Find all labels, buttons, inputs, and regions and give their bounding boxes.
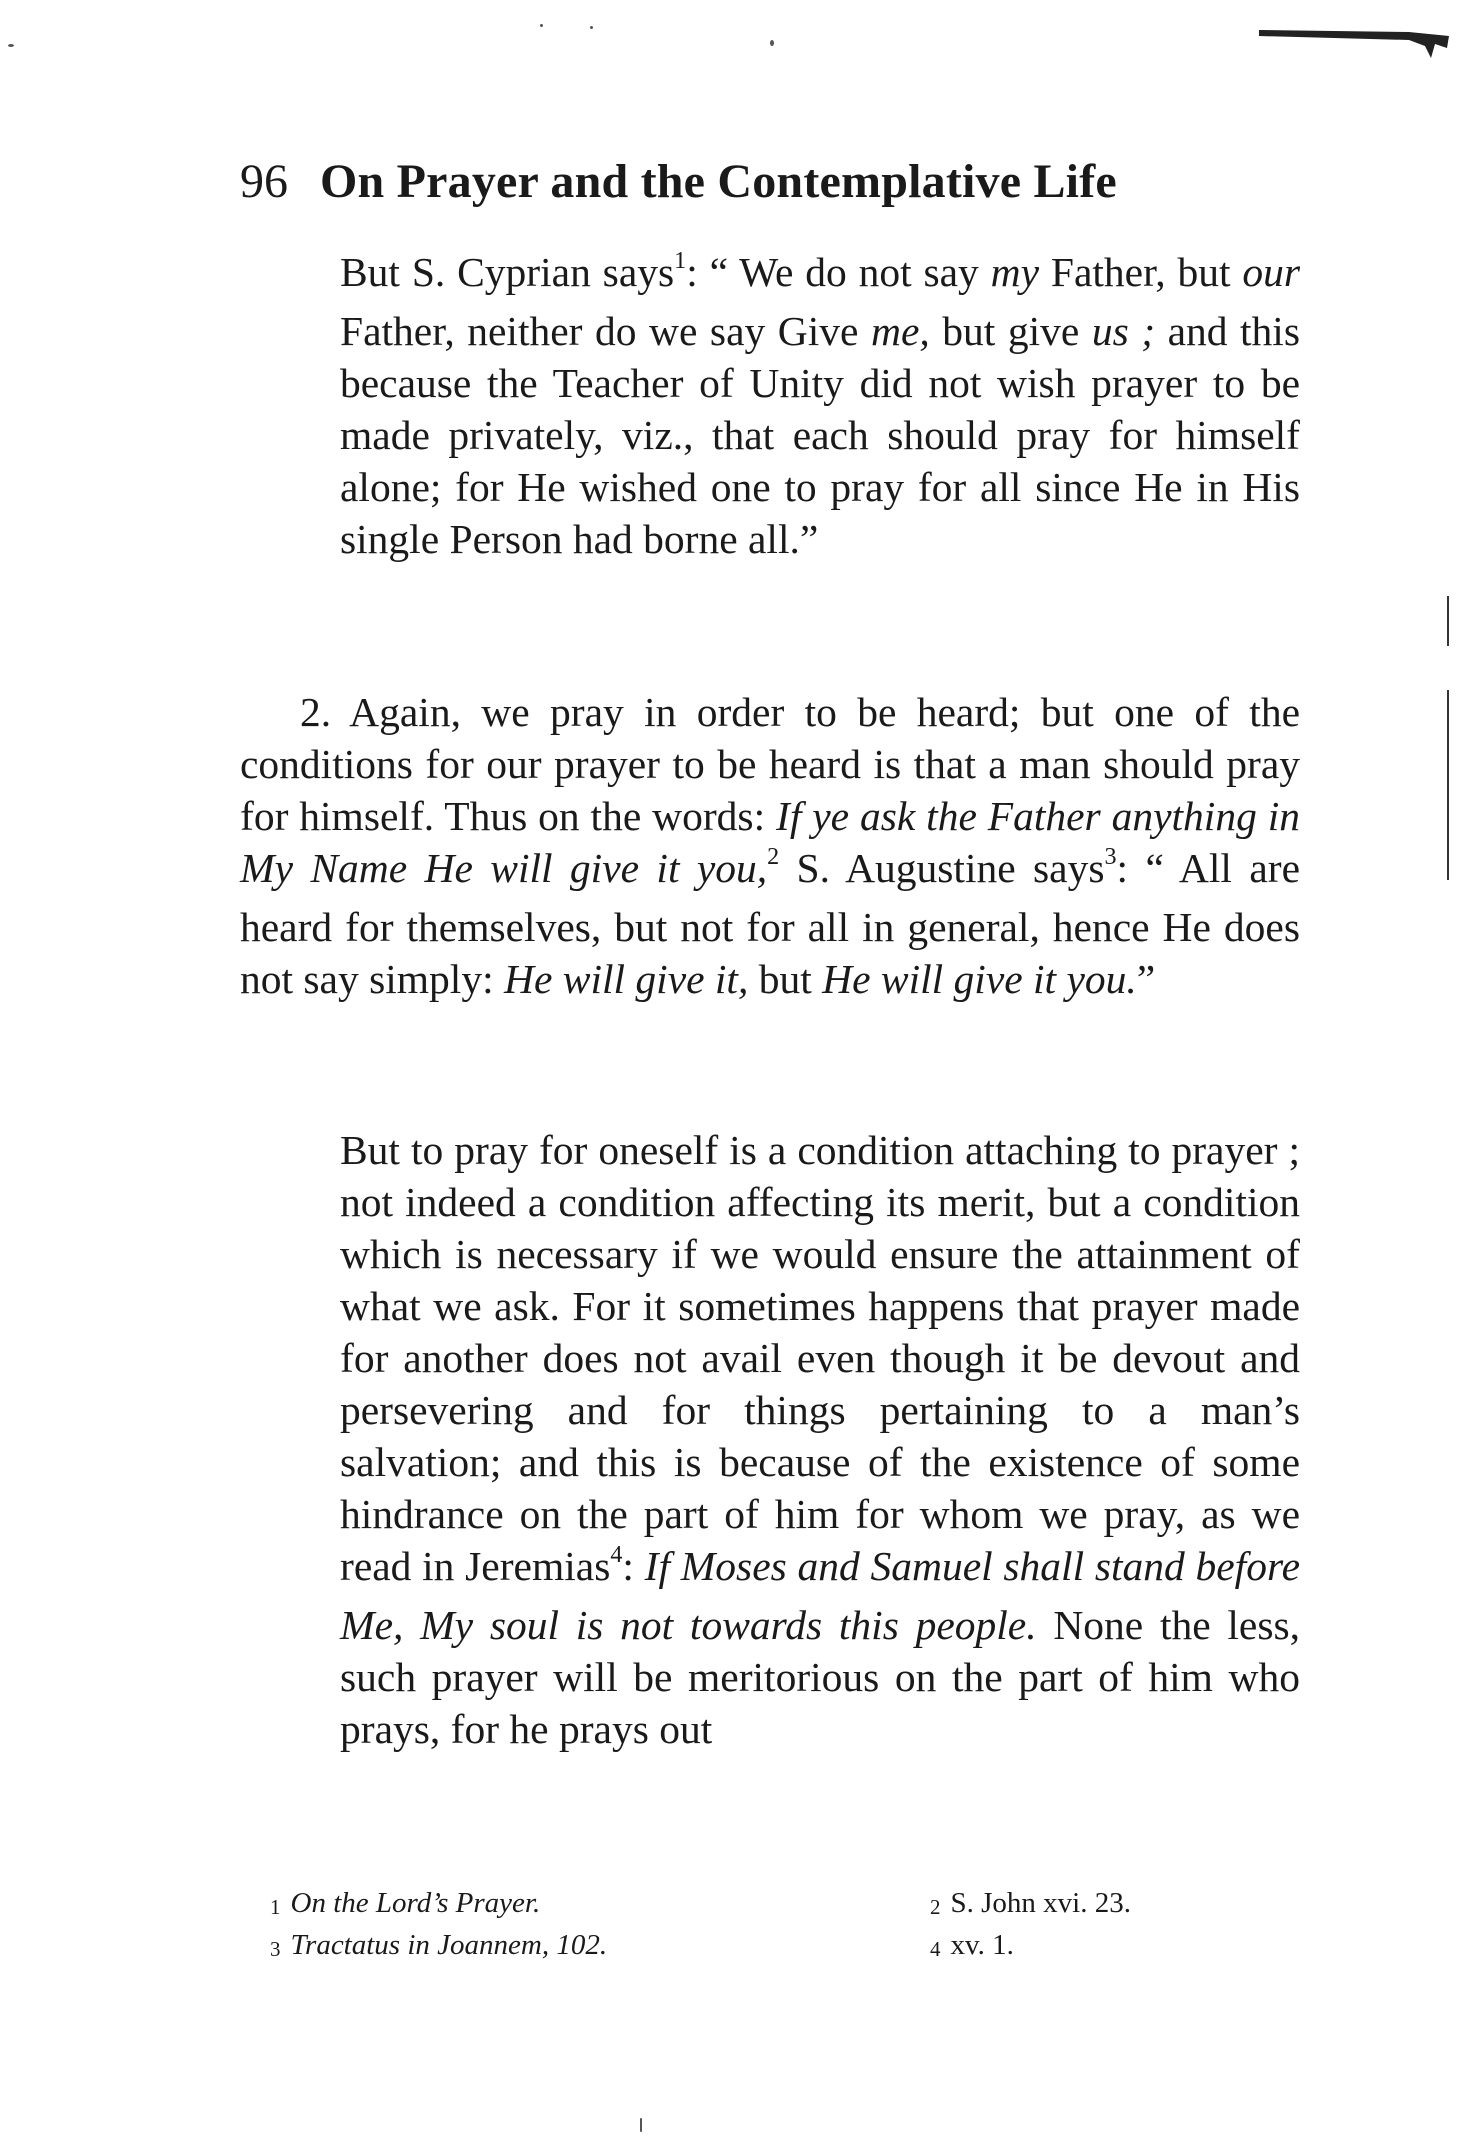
speck [590,26,593,29]
speck [540,24,543,27]
paragraph-text: But to pray for oneself is a condition attaching to prayer ; not indeed a condition affecting its merit, but a condition which is necessary if we would ensure the attainment of what we ask. For it sometimes happens that prayer made for another does not avail even though it be devout and persevering and for things pertaining to a man’s salvation; and this is because of the existence of some hindrance on the part of him for whom we pray, as we read in Jeremias$^4$: If Moses and Samuel shall stand before Me, My soul is not towards this people. None the less, such prayer will be meritorious on the part of him who prays, for he prays out [340,1127,1301,1752]
footnote: $^3$ Tractatus in Joannem, 102. [270,1929,608,1961]
margin-mark [1447,596,1449,646]
paragraph-2 [240,686,1300,1005]
speck [8,44,14,47]
footnote: $^2$ S. John xvi. 23. [930,1887,1131,1919]
quote-block: But S. Cyprian says$^1$: “ We do not say my Father, but our Father, neither do we say Give me, but give us ; and this because the Teacher of Unity did not wish prayer to be made privately, viz., that each should pray for himself alone; for He wished one to pray for all since He in His single Person had borne all.” [340,247,1300,562]
paragraph-number: 2. [300,689,332,735]
page-header [240,154,1260,224]
footnote-row [270,1924,1270,1966]
page-number: 96 [240,155,288,208]
footnote-ref: 3 [1104,843,1117,870]
footnote: $^1$ On the Lord’s Prayer. [270,1887,541,1919]
paragraph-3 [240,1124,1300,1755]
running-title: On Prayer and the Contemplative Life [320,155,1117,208]
speck [770,40,774,46]
paragraph-text: 2. Again, we pray in order to be heard; but one of the conditions for our prayer to be heard is that a man should pray for himself. Thus on the words: If ye ask the Father anything in My Name He will give it you,$^2$ S. Augustine says$^3$: “ All are heard for themselves, but not for all in general, hence He does not say simply: He will give it, but He will give it you.” [240,689,1300,1002]
paragraph-1 [240,246,1300,565]
corner-smudge [1259,18,1449,62]
footnote-row [270,1882,1270,1924]
footnotes [270,1882,1270,1966]
footnote-ref: 2 [767,843,780,870]
footnote: $^4$ xv. 1. [930,1929,1014,1961]
margin-mark [1447,690,1449,880]
speck [640,2118,642,2132]
footnote-ref: 1 [674,247,687,274]
footnote-ref: 4 [610,1541,623,1568]
